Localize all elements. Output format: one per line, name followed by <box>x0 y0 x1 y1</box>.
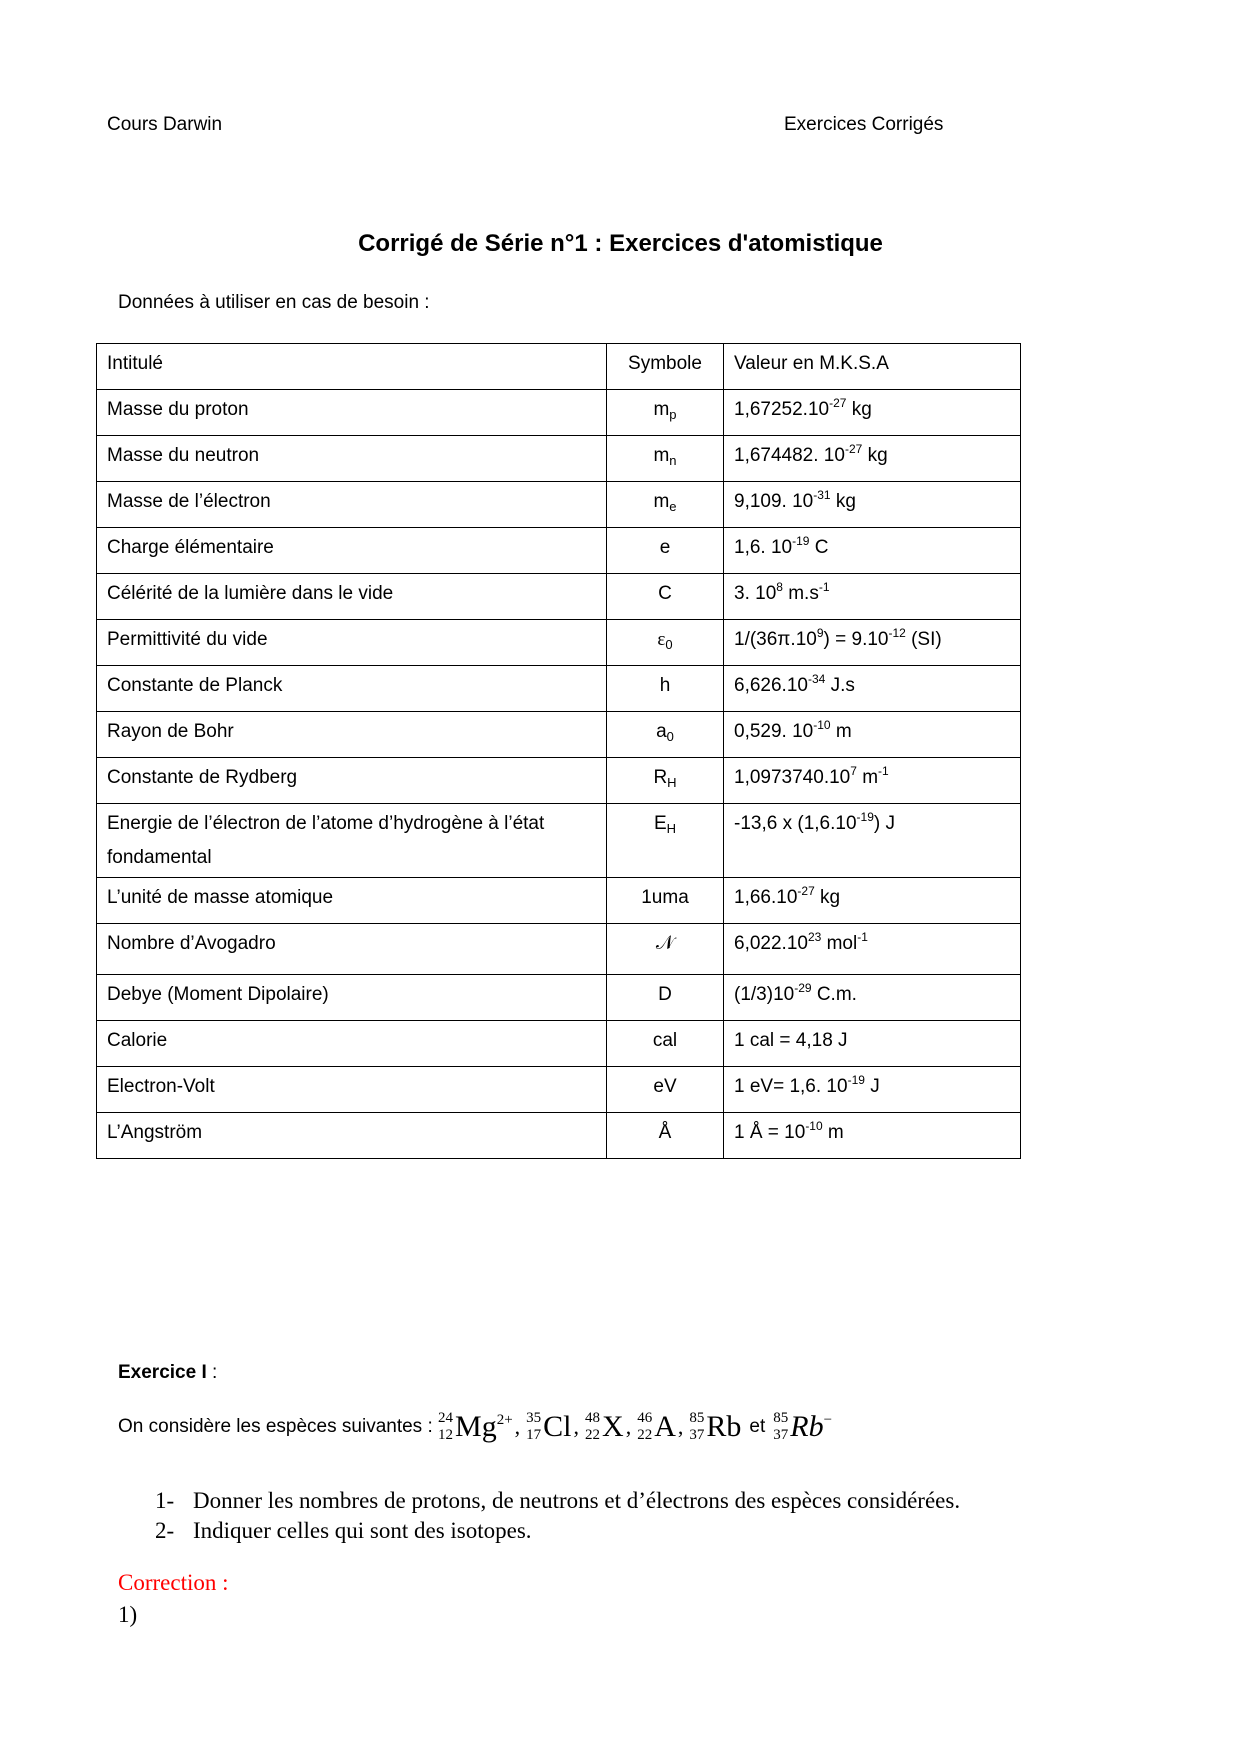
constant-value: $1,66.10^{-27}$ kg <box>724 878 1021 924</box>
data-intro: Données à utiliser en cas de besoin : <box>118 292 430 313</box>
constant-label: Constante de Planck <box>97 666 607 712</box>
constant-value: $6,626.10^{-34}$ J.s <box>724 666 1021 712</box>
nuclide-symbol: Cl <box>543 1410 572 1443</box>
nuclide-z: 37 <box>689 1427 705 1443</box>
nuclide-charge: − <box>823 1412 833 1428</box>
constant-value: $(1/3)10^{-29}$ C.m. <box>724 975 1021 1021</box>
species-line <box>118 1410 832 1444</box>
constant-value: -13,6 x $(1,6.10^{-19})$ J <box>724 804 1021 878</box>
table-header-row <box>97 344 1021 390</box>
header-left: Cours Darwin <box>107 114 223 135</box>
table-row <box>97 924 1021 975</box>
constant-value: $1,67252.10^{-27}$ kg <box>724 390 1021 436</box>
table-row <box>97 482 1021 528</box>
question-item <box>155 1516 960 1546</box>
constant-label: Rayon de Bohr <box>97 712 607 758</box>
header-symbol: Symbole <box>607 344 724 390</box>
nuclide-cl <box>526 1410 571 1444</box>
constant-value: 1,674482. $10^{-27}$ kg <box>724 436 1021 482</box>
table-row <box>97 1021 1021 1067</box>
table-row <box>97 528 1021 574</box>
constant-label: Calorie <box>97 1021 607 1067</box>
question-text: Indiquer celles qui sont des isotopes. <box>193 1518 532 1543</box>
table-row <box>97 712 1021 758</box>
species-intro: On considère les espèces suivantes : <box>118 1416 433 1437</box>
table-row <box>97 390 1021 436</box>
nuclide-symbol: Rb <box>790 1410 824 1443</box>
nuclide-x <box>585 1410 624 1444</box>
nuclide-mg <box>438 1410 513 1444</box>
constant-value: 1 Å = $10^{-10}$ m <box>724 1113 1021 1159</box>
question-number: 1- <box>155 1488 175 1513</box>
table-row <box>97 436 1021 482</box>
nuclide-charge: 2+ <box>496 1412 513 1428</box>
table-row <box>97 1113 1021 1159</box>
constant-symbol: $m_n$ <box>607 436 724 482</box>
question-list <box>155 1486 960 1546</box>
header-label: Intitulé <box>97 344 607 390</box>
exercise-title-suffix: : <box>206 1362 218 1383</box>
table-row <box>97 620 1021 666</box>
separator: , <box>625 1414 632 1439</box>
constant-symbol: $m_p$ <box>607 390 724 436</box>
constant-symbol: Å <box>607 1113 724 1159</box>
separator: , <box>573 1414 580 1439</box>
nuclide-z: 17 <box>526 1427 542 1443</box>
header-value: Valeur en M.K.S.A <box>724 344 1021 390</box>
nuclide-mass: 46 <box>637 1410 653 1426</box>
constant-label: Célérité de la lumière dans le vide <box>97 574 607 620</box>
constant-symbol: D <box>607 975 724 1021</box>
constant-symbol: $R_H$ <box>607 758 724 804</box>
nuclide-symbol: X <box>602 1410 624 1443</box>
constant-label: Nombre d’Avogadro <box>97 924 607 975</box>
constant-label: Debye (Moment Dipolaire) <box>97 975 607 1021</box>
exercise-title <box>118 1362 217 1384</box>
constant-value: $1/(36\pi.10^9) = 9.10^{-12}$ (SI) <box>724 620 1021 666</box>
constant-symbol: h <box>607 666 724 712</box>
nuclide-z: 22 <box>585 1427 601 1443</box>
exercise-title-text: Exercice I <box>118 1362 207 1383</box>
nuclide-symbol: Mg <box>455 1410 497 1443</box>
separator: , <box>514 1414 521 1439</box>
separator: , <box>677 1414 684 1439</box>
nuclide-z: 12 <box>438 1427 454 1443</box>
question-number: 2- <box>155 1518 175 1543</box>
page-title: Corrigé de Série n°1 : Exercices d'atomistique <box>358 230 883 257</box>
constant-label: Electron-Volt <box>97 1067 607 1113</box>
table-row <box>97 804 1021 878</box>
nuclide-symbol: Rb <box>706 1410 742 1443</box>
constant-label: Charge élémentaire <box>97 528 607 574</box>
constant-symbol: 𝒩 <box>607 924 724 975</box>
nuclide-a <box>637 1410 676 1444</box>
constant-value: 6,022.10$^{23}$ mol$^{-1}$ <box>724 924 1021 975</box>
table-row <box>97 1067 1021 1113</box>
constant-label: Masse du neutron <box>97 436 607 482</box>
part-label: 1) <box>118 1602 138 1627</box>
constant-symbol: cal <box>607 1021 724 1067</box>
header-right: Exercices Corrigés <box>784 114 944 135</box>
constant-label: L’Angström <box>97 1113 607 1159</box>
constant-value: 1 eV= 1,6. $10^{-19}$ J <box>724 1067 1021 1113</box>
nuclide-mass: 24 <box>438 1410 454 1426</box>
constant-symbol: $m_e$ <box>607 482 724 528</box>
constant-value: 1 cal = 4,18 J <box>724 1021 1021 1067</box>
constant-symbol: eV <box>607 1067 724 1113</box>
constant-label: Masse de l’électron <box>97 482 607 528</box>
table-row <box>97 758 1021 804</box>
constant-label: Masse du proton <box>97 390 607 436</box>
constant-value: 0,529. $10^{-10}$ m <box>724 712 1021 758</box>
nuclide-z: 22 <box>637 1427 653 1443</box>
nuclide-rb <box>689 1410 741 1444</box>
constants-table-body <box>97 344 1021 1159</box>
table-row <box>97 574 1021 620</box>
correction-label: Correction : <box>118 1570 229 1595</box>
table-row <box>97 878 1021 924</box>
constant-value: 3. $10^8$ $m.s^{-1}$ <box>724 574 1021 620</box>
constant-symbol: e <box>607 528 724 574</box>
table-row <box>97 975 1021 1021</box>
constant-symbol: $a_0$ <box>607 712 724 758</box>
nuclide-rb-anion <box>773 1410 832 1444</box>
constant-value: 1,0973740.10$^7$ $m^{-1}$ <box>724 758 1021 804</box>
constant-label: Energie de l’électron de l’atome d’hydrogène à l’état fondamental <box>97 804 607 878</box>
nuclide-mass: 48 <box>585 1410 601 1426</box>
constant-label: L’unité de masse atomique <box>97 878 607 924</box>
question-item <box>155 1486 960 1516</box>
question-text: Donner les nombres de protons, de neutrons et d’électrons des espèces considérées. <box>193 1488 961 1513</box>
constant-label: Constante de Rydberg <box>97 758 607 804</box>
constant-label: Permittivité du vide <box>97 620 607 666</box>
nuclide-mass: 85 <box>773 1410 789 1426</box>
constant-value: 1,6. $10^{-19}$ C <box>724 528 1021 574</box>
constant-value: 9,109. $10^{-31}$ kg <box>724 482 1021 528</box>
connector-et: et <box>749 1416 766 1437</box>
constants-table <box>96 343 1021 1159</box>
nuclide-z: 37 <box>773 1427 789 1443</box>
table-row <box>97 666 1021 712</box>
constant-symbol: 1uma <box>607 878 724 924</box>
constant-symbol: $E_H$ <box>607 804 724 878</box>
nuclide-mass: 35 <box>526 1410 542 1426</box>
nuclide-symbol: A <box>654 1410 676 1443</box>
constant-symbol: $\varepsilon_0$ <box>607 620 724 666</box>
nuclide-mass: 85 <box>689 1410 705 1426</box>
constant-symbol: C <box>607 574 724 620</box>
